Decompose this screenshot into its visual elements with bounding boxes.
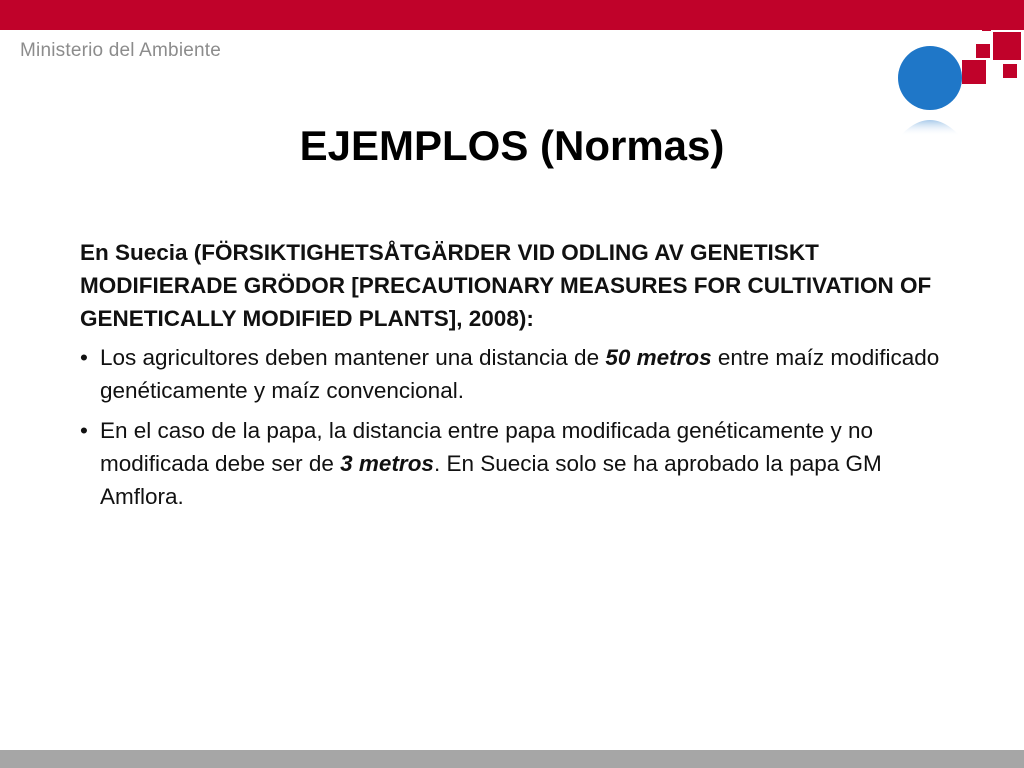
bottom-bar: [0, 750, 1024, 768]
slide-title: EJEMPLOS (Normas): [299, 122, 725, 169]
bullet-icon: •: [80, 418, 88, 443]
bullet-text-pre: Los agricultores deben mantener una distancia de: [100, 345, 606, 370]
intro-paragraph: En Suecia (FÖRSIKTIGHETSÅTGÄRDER VID ODLING AV GENETISKT MODIFIERADE GRÖDOR [PRECAUTIONARY MEASURES FOR CULTIVATION OF GENETICALLY MODIFIED PLANTS], 2008):: [80, 240, 932, 331]
slide-body: [80, 236, 950, 520]
top-accent-bar: [0, 0, 1024, 30]
organization-name: Ministerio del Ambiente: [20, 40, 222, 61]
list-item: [80, 414, 950, 513]
bullet-list: [80, 341, 950, 513]
bullet-icon: •: [80, 345, 88, 370]
bullet-text-post: . En Suecia solo se ha aprobado la papa GM Amflora.: [100, 451, 882, 509]
bullet-text-pre: En el caso de la papa, la distancia entre papa modificada genéticamente y no modificada debe ser de: [100, 418, 874, 476]
list-item: [80, 341, 950, 407]
bullet-text-post: entre maíz modificado genéticamente y maíz convencional.: [100, 345, 940, 403]
bullet-emphasis: 3 metros: [340, 451, 434, 476]
bullet-emphasis: 50 metros: [605, 345, 712, 370]
ministry-logo-icon: [892, 18, 1024, 138]
